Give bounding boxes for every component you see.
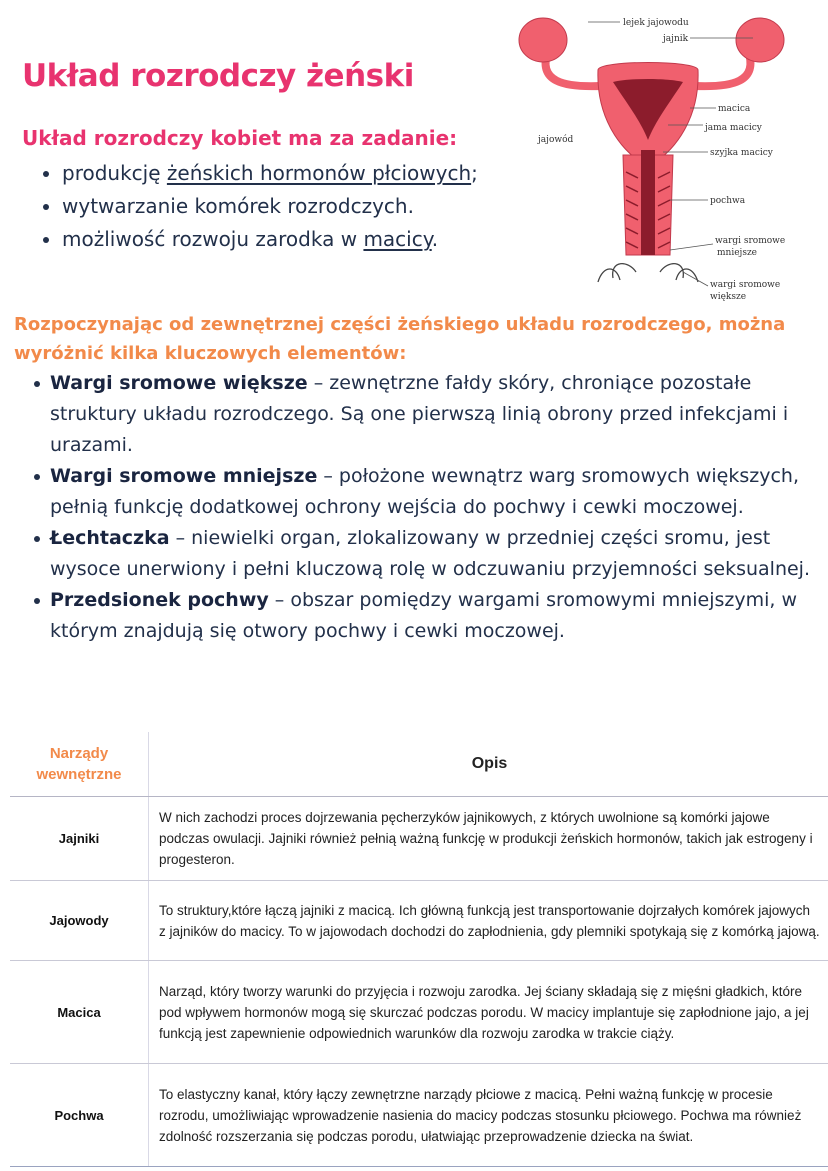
label-labia-majora-2: większe [710, 292, 747, 302]
label-vagina: pochwa [710, 196, 746, 206]
label-uterus: macica [718, 104, 751, 114]
hormones-link[interactable]: żeńskich hormonów płciowych [166, 161, 472, 185]
list-item [40, 223, 510, 256]
column-header-organs: Narządy wewnętrzne [10, 732, 149, 797]
list-item [32, 523, 812, 585]
label-fallopian-tube: jajowód [538, 135, 574, 145]
organ-description: To elastyczny kanał, który łączy zewnętrzne narządy płciowe z macicą. Pełni ważną funkcję w procesie rozrodu, umożliwiając wprowadzenie nasienia do macicy podczas stosunku płciowego. Pochwa ma również zdolność rozszerzania się podczas porodu, ułatwiając przeprowadzenie dziecka na świat. [149, 1064, 828, 1167]
item-punct: . [431, 227, 439, 251]
item-term: Łechtaczka [50, 527, 170, 549]
label-cervix: szyjka macicy [710, 148, 773, 158]
item-desc: – zewnętrzne fałdy skóry, chroniące pozostałe struktury układu rozrodczego. Są one pierwszą linią obrony przed infekcjami i urazami. [50, 372, 789, 456]
list-item [32, 368, 812, 461]
label-labia-minora-2: mniejsze [717, 248, 758, 258]
organ-description: Narząd, który tworzy warunki do przyjęcia i rozwoju zarodka. Jej ściany składają się z mięśni gładkich, które pod wpływem hormonów mogą się skurczać podczas porodu. W macicy implantuje się zapłodnione jajo, a jej funkcją jest zapewnienie odpowiednich warunków dla rozwoju zarodka w trakcie ciąży. [149, 961, 828, 1064]
organ-name: Jajniki [10, 797, 149, 881]
ovary-left [519, 18, 567, 62]
item-term: Wargi sromowe większe [50, 372, 308, 394]
organs-table [10, 732, 828, 1167]
list-item [32, 461, 812, 523]
organ-description: To struktury,które łączą jajniki z macicą. Ich główną funkcją jest transportowanie dojrzałych komórek jajowych z jajników do macicy. To w jajowodach dochodzi do zapłodnienia, gdy plemniki spotykają się z komórką jajową. [149, 881, 828, 961]
item-punct: ; [471, 161, 478, 185]
item-term: Przedsionek pochwy [50, 589, 269, 611]
column-header-description: Opis [149, 732, 828, 797]
label-uterine-cavity: jama macicy [705, 123, 762, 133]
reproductive-system-diagram [498, 10, 798, 305]
uterus-link[interactable]: macicy [363, 227, 432, 251]
list-item [40, 157, 510, 190]
label-funnel: lejek jajowodu [623, 18, 689, 28]
labia [598, 264, 698, 282]
page-title: Układ rozrodczy żeński [22, 58, 414, 94]
table-row [10, 797, 828, 881]
item-text: wytwarzanie komórek rozrodczych. [62, 194, 414, 218]
section-heading: Rozpoczynając od zewnętrznej części żeńskiego układu rozrodczego, można wyróżnić kilka kluczowych elementów: [14, 314, 786, 364]
item-text: produkcję [62, 161, 167, 185]
intro-list [40, 157, 510, 256]
item-desc: – niewielki organ, zlokalizowany w przedniej części sromu, jest wysoce unerwiony i pełni kluczową rolę w odczuwaniu przyjemności seksualnej. [50, 527, 810, 580]
label-labia-minora: wargi sromowe [715, 236, 786, 246]
table-row [10, 1064, 828, 1167]
table-row [10, 961, 828, 1064]
label-ovary: jajnik [663, 34, 689, 44]
organ-description: W nich zachodzi proces dojrzewania pęcherzyków jajnikowych, z których uwolnione są komórki jajowe podczas owulacji. Jajniki również pełnią ważną funkcję w produkcji żeńskich hormonów, takich jak estrogeny i progesteron. [149, 797, 828, 881]
table-row [10, 881, 828, 961]
label-labia-majora: wargi sromowe [710, 280, 781, 290]
vaginal-canal [641, 150, 655, 255]
elements-list [32, 368, 812, 647]
organ-name: Pochwa [10, 1064, 149, 1167]
list-item [32, 585, 812, 647]
item-text: możliwość rozwoju zarodka w [62, 227, 364, 251]
ovary-right [736, 18, 784, 62]
organ-name: Macica [10, 961, 149, 1064]
intro-heading: Układ rozrodczy kobiet ma za zadanie: [22, 126, 458, 150]
table-header-row [10, 732, 828, 797]
item-desc: – położone wewnątrz warg sromowych większych, pełnią funkcję dodatkowej ochrony wejścia do pochwy i cewki moczowej. [50, 465, 799, 518]
list-item [40, 190, 510, 223]
item-desc: – obszar pomiędzy wargami sromowymi mniejszymi, w którym znajdują się otwory pochwy i cewki moczowej. [50, 589, 798, 642]
item-term: Wargi sromowe mniejsze [50, 465, 318, 487]
organ-name: Jajowody [10, 881, 149, 961]
